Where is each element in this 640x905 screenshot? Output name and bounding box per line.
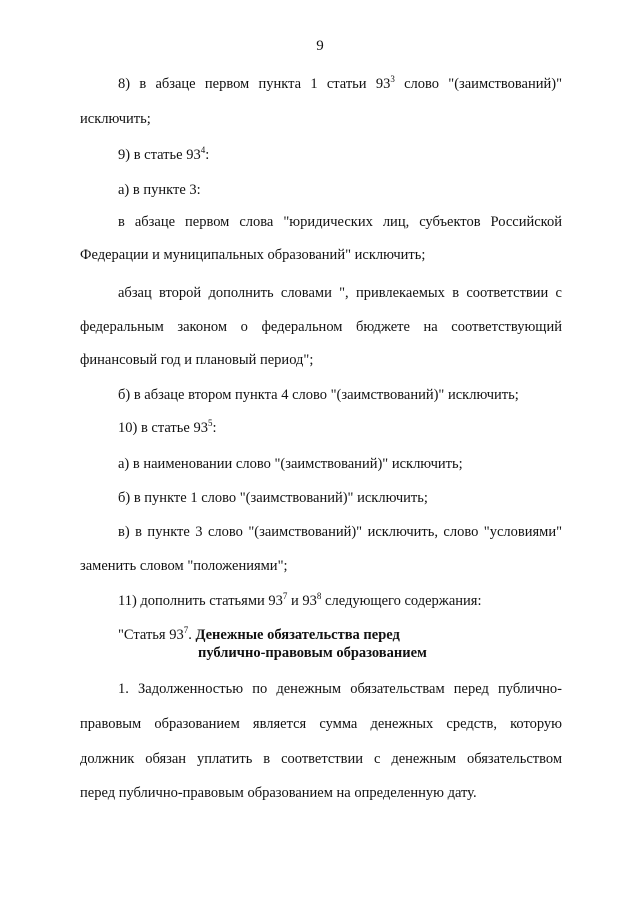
item-9b: б) в абзаце втором пункта 4 слово "(заимствований)" исключить; [118, 387, 519, 403]
item-8-line-1 [118, 75, 562, 93]
item-11-superscript-1: 7 [282, 591, 288, 601]
item-9a-para-1-line-2: Федерации и муниципальных образований" исключить; [80, 247, 426, 263]
page-number: 9 [316, 38, 324, 54]
item-9a-para-2-line-3: финансовый год и плановый период"; [80, 352, 314, 368]
article-dot: . [188, 627, 192, 643]
item-10-superscript: 5 [207, 418, 213, 428]
item-11-text-and: и 93 [287, 593, 317, 609]
item-8-text-tail: слово "(заимствований)" [394, 76, 563, 92]
item-10-heading [118, 419, 216, 437]
item-9a-para-2-line-1: абзац второй дополнить словами ", привлекаемых в соответствии с [118, 285, 562, 301]
item-8-superscript: 3 [390, 74, 395, 84]
item-11-text-tail: следующего содержания: [321, 593, 482, 609]
item-9a-para-2-line-2: федеральным законом о федеральном бюджете на соответствующий [80, 319, 562, 335]
item-9a-para-1-line-1: в абзаце первом слова "юридических лиц, субъектов Российской [118, 214, 562, 230]
item-10a: а) в наименовании слово "(заимствований)" исключить; [118, 456, 463, 472]
article-label: "Статья 93 [118, 627, 184, 643]
item-10c-line-1: в) в пункте 3 слово "(заимствований)" исключить, слово "условиями" [118, 524, 562, 540]
clause-1-line-3: должник обязан уплатить в соответствии с денежным обязательством [80, 751, 562, 767]
item-10-colon: : [212, 420, 217, 436]
article-title-line-2: публично-правовым образованием [198, 645, 427, 661]
item-8-text: 8) в абзаце первом пункта 1 статьи 93 [118, 76, 391, 92]
clause-1-line-1: 1. Задолженностью по денежным обязательствам перед публично- [118, 681, 562, 697]
item-10c-line-2: заменить словом "положениями"; [80, 558, 288, 574]
article-heading [118, 626, 400, 644]
item-9a: а) в пункте 3: [118, 182, 201, 198]
article-title-line-1: Денежные обязательства перед [195, 627, 400, 643]
item-10b: б) в пункте 1 слово "(заимствований)" исключить; [118, 490, 428, 506]
item-9-heading [118, 146, 209, 164]
article-superscript: 7 [183, 625, 189, 635]
item-9-colon: : [205, 147, 210, 163]
item-9-superscript: 4 [200, 145, 206, 155]
item-10-text: 10) в статье 93 [118, 420, 208, 436]
item-8-line-2: исключить; [80, 111, 151, 127]
item-11-superscript-2: 8 [316, 591, 322, 601]
clause-1-line-2: правовым образованием является сумма денежных средств, которую [80, 716, 562, 732]
item-11 [118, 592, 481, 610]
clause-1-line-4: перед публично-правовым образованием на определенную дату. [80, 785, 477, 801]
item-9-text: 9) в статье 93 [118, 147, 201, 163]
item-11-text: 11) дополнить статьями 93 [118, 593, 283, 609]
